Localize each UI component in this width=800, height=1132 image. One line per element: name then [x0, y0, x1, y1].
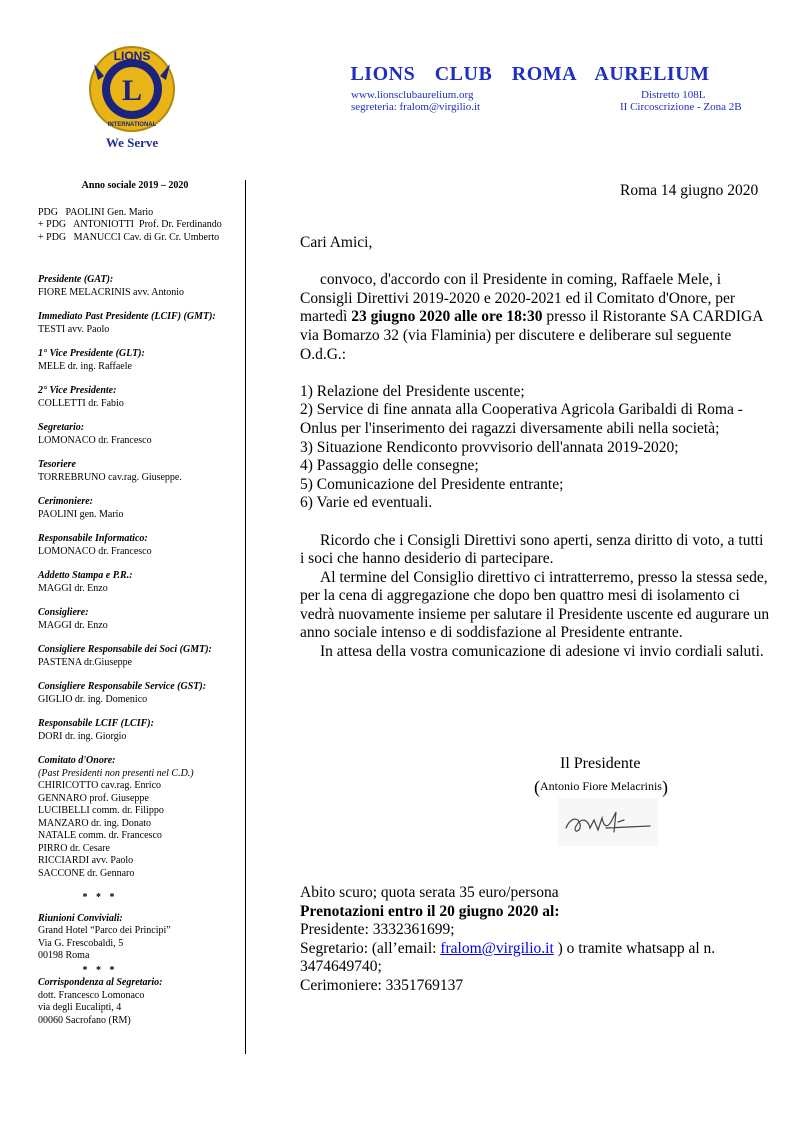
address-line: Via G. Frescobaldi, 5	[38, 937, 124, 949]
dress-code: Abito scuro; quota serata 35 euro/persona	[300, 884, 559, 901]
address-line: 00060 Sacrofano (RM)	[38, 1014, 131, 1026]
separator-stars: * * *	[82, 892, 118, 903]
motto: We Serve	[105, 135, 159, 150]
agenda-item: 4) Passaggio delle consegne;	[300, 457, 479, 475]
sidebar-year: Anno sociale 2019 – 2020	[81, 180, 189, 191]
role-title: Cerimoniere:	[38, 496, 93, 507]
role-holder: MAGGI dr. Enzo	[38, 619, 108, 631]
secretary-email: segreteria: fralom@virgilio.it	[351, 101, 481, 113]
role-holder: TORREBRUNO cav.rag. Giuseppe.	[38, 471, 182, 483]
role-holder: LOMONACO dr. Francesco	[38, 545, 152, 557]
intro-paragraph	[300, 271, 770, 364]
separator-stars: * * *	[82, 964, 118, 976]
role-title: 1° Vice Presidente (GLT):	[38, 348, 145, 359]
role-holder: MAGGI dr. Enzo	[38, 582, 108, 594]
lions-logo	[84, 44, 180, 134]
meeting-datetime: 23 giugno 2020 alle ore 18:30	[351, 308, 543, 326]
officer-role	[38, 274, 248, 299]
agenda-item: 5) Comunicazione del Presidente entrante;	[300, 475, 564, 493]
signoff-name: (Antonio Fiore Melacrinis)	[534, 777, 668, 797]
agenda-item: 1) Relazione del Presidente uscente;	[300, 382, 525, 400]
comitato-member: GENNARO prof. Giuseppe	[38, 792, 149, 804]
officer-role	[38, 681, 248, 706]
agenda-item: 6) Varie ed eventuali.	[300, 494, 433, 512]
role-holder: COLLETTI dr. Fabio	[38, 397, 124, 409]
paragraph: Ricordo che i Consigli Direttivi sono aperti, senza diritto di voto, a tutti i soci che hanno desiderio di partecipare.	[300, 531, 764, 568]
role-holder: TESTI avv. Paolo	[38, 323, 110, 335]
signature	[558, 798, 658, 846]
comitato-onore	[38, 755, 248, 880]
role-title: Addetto Stampa e P.R.:	[38, 570, 133, 581]
officer-role	[38, 570, 248, 595]
role-holder: FIORE MELACRINIS avv. Antonio	[38, 286, 185, 298]
sidebar-divider	[245, 180, 246, 1054]
pdg-line: PDG PAOLINI Gen. Mario	[38, 206, 154, 218]
comitato-member: NATALE comm. dr. Francesco	[38, 830, 162, 841]
role-holder: PAOLINI gen. Mario	[38, 508, 124, 520]
comitato-member: PIRRO dr. Cesare	[38, 842, 110, 854]
role-title: Consigliere Responsabile dei Soci (GMT):	[38, 644, 212, 655]
officer-role	[38, 459, 248, 484]
officer-role	[38, 385, 248, 410]
role-title: 2° Vice Presidente:	[38, 385, 117, 396]
role-title: Tesoriere	[38, 459, 76, 470]
officer-role	[38, 311, 248, 336]
intro-text: presso il Ristorante SA CARDIGA via Bomarzo 32 (via Flaminia) per discutere e deliberare sul seguente O.d.G.:	[300, 308, 763, 363]
officer-role	[38, 607, 248, 632]
role-title: Responsabile LCIF (LCIF):	[38, 718, 154, 729]
contact-cerimoniere: Cerimoniere: 3351769137	[300, 976, 464, 994]
riunioni-conviviali	[38, 913, 248, 963]
pdg-list	[38, 207, 248, 245]
officer-role	[38, 644, 248, 669]
role-title: Segretario:	[38, 422, 85, 433]
officer-role	[38, 348, 248, 373]
agenda-item: 2) Service di fine annata alla Cooperativa Agricola Garibaldi di Roma - Onlus per l'inserimento dei ragazzi diversamente abili nella società;	[300, 401, 743, 437]
role-title: Comitato d'Onore:	[38, 755, 116, 766]
agenda-item: 3) Situazione Rendiconto provvisorio dell'annata 2019-2020;	[300, 438, 679, 456]
role-title: Immediato Past Presidente (LCIF) (GMT):	[38, 311, 216, 322]
paragraph: In attesa della vostra comunicazione di adesione vi invio cordiali saluti.	[320, 643, 764, 661]
role-title: Riunioni Conviviali:	[38, 912, 123, 924]
letter-body	[300, 234, 770, 662]
role-title: Responsabile Informatico:	[38, 533, 148, 544]
club-website: www.lionsclubaurelium.org	[351, 89, 474, 101]
secretary-email-link[interactable]: fralom@virgilio.it	[440, 939, 554, 957]
signoff-title: Il Presidente	[560, 755, 641, 772]
role-title: Presidente (GAT):	[38, 274, 114, 285]
comitato-member: LUCIBELLI comm. dr. Filippo	[38, 805, 164, 816]
role-title: Consigliere Responsabile Service (GST):	[38, 681, 207, 692]
officer-role	[38, 718, 248, 743]
address-line: 00198 Roma	[38, 950, 90, 961]
role-holder: LOMONACO dr. Francesco	[38, 434, 152, 446]
role-title: Corrispondenza al Segretario:	[38, 977, 163, 988]
intro-text: convoco, d'accordo con il Presidente in coming, Raffaele Mele, i Consigli Direttivi 2019-2020 e 2020-2021 ed il Comitato d'Onore, per martedì	[300, 271, 736, 326]
pdg-line: + PDG ANTONIOTTI Prof. Dr. Ferdinando	[38, 219, 222, 230]
pdg-line: + PDG MANUCCI Cav. di Gr. Cr. Umberto	[38, 231, 220, 243]
officer-role	[38, 533, 248, 558]
role-holder: MELE dr. ing. Raffaele	[38, 360, 132, 372]
signoff-name-text: Antonio Fiore Melacrinis	[540, 779, 662, 793]
reservation-deadline: Prenotazioni entro il 20 giugno 2020 al:	[300, 902, 560, 920]
agenda-list	[300, 383, 770, 513]
district: Distretto 108L	[641, 89, 706, 101]
role-note: (Past Presidenti non presenti nel C.D.)	[38, 767, 194, 779]
comitato-member: SACCONE dr. Gennaro	[38, 867, 135, 879]
address-line: Grand Hotel “Parco dei Principi”	[38, 925, 171, 936]
comitato-member: CHIRICOTTO cav.rag. Enrico	[38, 780, 162, 791]
contact-segretario: Segretario: (all’email: fralom@virgilio.it ) o tramite whatsapp al n. 3474649740;	[300, 939, 716, 976]
logo-text-top: LIONS	[113, 49, 151, 63]
officer-role	[38, 496, 248, 521]
greeting: Cari Amici,	[300, 234, 373, 251]
letter-date: Roma 14 giugno 2020	[620, 182, 759, 199]
contact-presidente: Presidente: 3332361699;	[300, 921, 455, 939]
sidebar	[38, 180, 248, 1027]
reservation-info	[300, 884, 770, 996]
role-title: Consigliere:	[38, 607, 89, 618]
role-holder: PASTENA dr.Giuseppe	[38, 656, 133, 668]
corrispondenza-segretario	[38, 977, 248, 1027]
comitato-names	[38, 780, 248, 880]
paragraph: Al termine del Consiglio direttivo ci intratterremo, presso la stessa sede, per la cena di aggregazione che dopo ben quattro mesi di isolamento ci vedrà nuovamente insieme per salutare il Presidente uscente ed augurare un anno sociale intenso e di soddisfazione al Presidente entrante.	[300, 568, 770, 642]
officer-roles	[38, 274, 248, 743]
address-line: dott. Francesco Lomonaco	[38, 989, 145, 1001]
club-title: LIONS CLUB ROMA AURELIUM	[350, 63, 710, 85]
role-holder: DORI dr. ing. Giorgio	[38, 730, 127, 742]
logo-text-bottom: INTERNATIONAL	[107, 122, 157, 128]
circoscrizione: II Circoscrizione - Zona 2B	[620, 101, 742, 113]
comitato-member: MANZARO dr. ing. Donato	[38, 817, 152, 829]
logo-letter: L	[121, 74, 143, 107]
role-holder: GIGLIO dr. ing. Domenico	[38, 693, 148, 705]
address-line: via degli Eucalipti, 4	[38, 1002, 122, 1013]
officer-role	[38, 422, 248, 447]
comitato-member: RICCIARDI avv. Paolo	[38, 855, 134, 866]
